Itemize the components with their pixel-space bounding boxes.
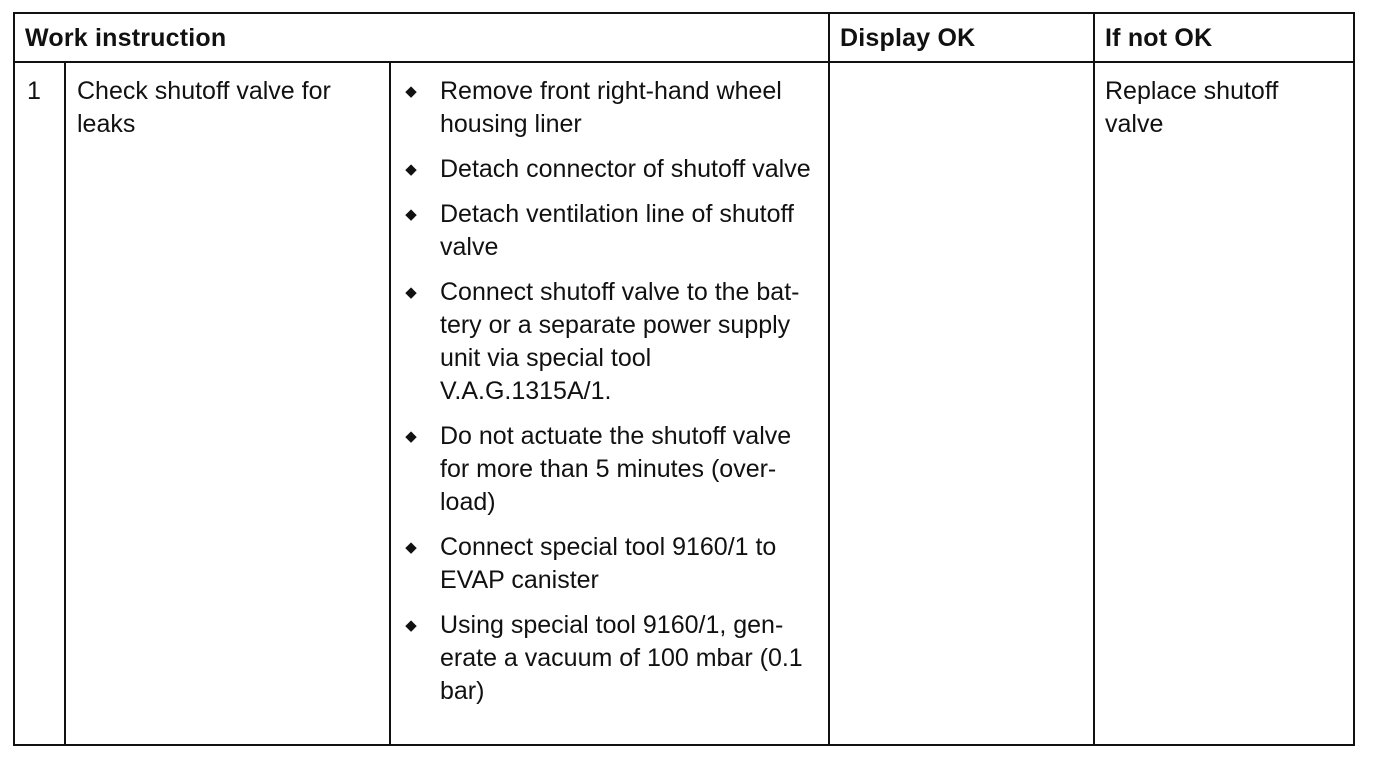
list-item	[403, 276, 818, 408]
step-text: Connect shutoff valve to the bat- tery or a separate power supply unit via special tool V.A.G.1315A/1.	[440, 278, 800, 405]
diamond-bullet-icon: ◆	[405, 284, 417, 301]
step-number: 1	[14, 62, 65, 745]
step-text: Connect special tool 9160/1 to EVAP canister	[440, 533, 777, 594]
list-item	[403, 609, 818, 708]
list-item	[403, 75, 818, 141]
instruction-text: Check shutoff valve for leaks	[65, 62, 390, 745]
header-work-instruction: Work instruction	[14, 13, 829, 62]
diamond-bullet-icon: ◆	[405, 539, 417, 556]
list-item	[403, 531, 818, 597]
steps-cell	[390, 62, 829, 745]
if-not-ok-cell: Replace shutoff valve	[1094, 62, 1354, 745]
header-display-ok: Display OK	[829, 13, 1094, 62]
step-text: Detach ventilation line of shutoff valve	[440, 200, 794, 261]
list-item	[403, 198, 818, 264]
diamond-bullet-icon: ◆	[405, 617, 417, 634]
step-text: Do not actuate the shutoff valve for more than 5 minutes (over- load)	[440, 422, 792, 516]
display-ok-cell	[829, 62, 1094, 745]
list-item	[403, 420, 818, 519]
diamond-bullet-icon: ◆	[405, 161, 417, 178]
steps-list	[403, 75, 818, 708]
step-text: Using special tool 9160/1, gen- erate a vacuum of 100 mbar (0.1 bar)	[440, 611, 803, 705]
work-instruction-table	[13, 12, 1355, 746]
table-row	[14, 62, 1354, 745]
header-if-not-ok: If not OK	[1094, 13, 1354, 62]
list-item	[403, 153, 818, 186]
diamond-bullet-icon: ◆	[405, 206, 417, 223]
header-row	[14, 13, 1354, 62]
diamond-bullet-icon: ◆	[405, 83, 417, 100]
step-text: Detach connector of shutoff valve	[440, 155, 811, 183]
step-text: Remove front right-hand wheel housing liner	[440, 77, 782, 138]
diamond-bullet-icon: ◆	[405, 428, 417, 445]
